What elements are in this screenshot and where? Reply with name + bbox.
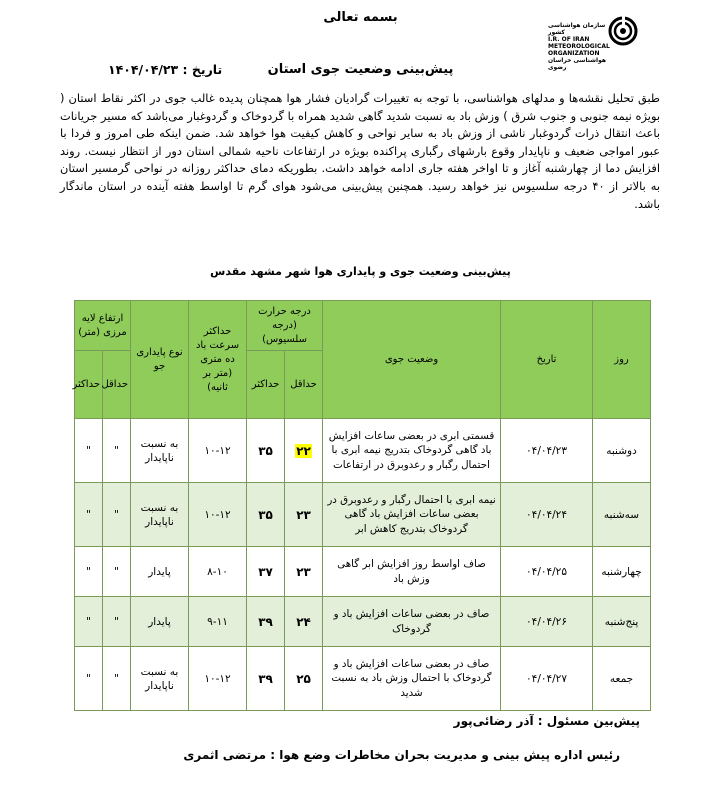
table-row [75, 597, 651, 647]
document-subtitle: پیش‌بینی وضعیت جوی استان [267, 62, 454, 77]
header-temp-min: حداقل [285, 351, 323, 419]
cell-bl-max: " [75, 597, 103, 647]
cell-wind: ۱۰-۱۲ [189, 419, 247, 483]
cell-bl-min: " [103, 597, 131, 647]
cell-temp-min: ۲۳ [285, 483, 323, 547]
cell-weather: صاف در بعضی ساعات افزایش باد و گردوخاک [323, 597, 501, 647]
header-wind: حداکثر سرعت باد ده متری (متر بر ثانیه) [189, 301, 247, 419]
cell-temp-max: ۳۹ [247, 647, 285, 711]
cell-bl-min: " [103, 647, 131, 711]
chief-name: رئیس اداره پیش بینی و مدیریت بحران مخاطرات وضع هوا : مرتضی اثمری [183, 748, 620, 762]
cell-day: چهارشنبه [593, 547, 651, 597]
header-day: روز [593, 301, 651, 419]
header-weather: وضعیت جوی [323, 301, 501, 419]
cell-date: ۰۴/۰۴/۲۶ [501, 597, 593, 647]
table-row [75, 483, 651, 547]
cell-bl-min: " [103, 547, 131, 597]
cell-wind: ۱۰-۱۲ [189, 483, 247, 547]
cell-bl-max: " [75, 419, 103, 483]
cell-temp-min: ۲۳ [285, 547, 323, 597]
cell-bl-max: " [75, 483, 103, 547]
cell-stability: به نسبت ناپایدار [131, 483, 189, 547]
forecast-paragraph: طبق تحلیل نقشه‌ها و مدلهای هواشناسی، با توجه به تغییرات گرادیان فشار هوا همچنان پدیده غالب جوی در اکثر نقاط استان ( بویژه نیمه جنوبی و جنوب شرق ) وزش باد به نسبت شدید گاهی شدید همراه با گردوخاک و گردوغبار می‌باشد که مسیر جریانات باعث انتقال ذرات گردوغبار ناشی از وزش باد به سایر نواحی و کاهش کیفیت هوا خواهد شد. ضمن اینکه طی امروز و فردا با عبور امواجی ضعیف و ناپایدار وقوع بارشهای رگباری پراکنده بویژه در ارتفاعات ناحیه شمالی استان دور از انتظار نیست. روند افزایش دما از چهارشنبه آغاز و تا اواخر هفته جاری ادامه خواهد داشت. بطوریکه دمای حداکثر روزانه در نواحی گرمسیر استان به بالاتر از ۴۰ درجه سلسیوس نیز خواهد رسید. همچنین پیش‌بینی می‌شود هوای گرم تا اواسط هفته آینده در استان ماندگار باشد. [60, 91, 660, 211]
cell-temp-max: ۳۹ [247, 597, 285, 647]
spiral-logo-icon [608, 16, 638, 46]
table-row [75, 547, 651, 597]
cell-wind: ۸-۱۰ [189, 547, 247, 597]
forecast-table [74, 300, 651, 711]
header-bl-min: حداقل [103, 351, 131, 419]
logo-text: سازمان هواشناسی کشور I.R. OF IRAN METEOROLOGICAL ORGANIZATION هواشناسی خراسان رضوی [548, 22, 610, 71]
highlighted-value: ۲۲ [296, 443, 311, 458]
cell-wind: ۹-۱۱ [189, 597, 247, 647]
cell-temp-max: ۳۵ [247, 419, 285, 483]
header-bl-max: حداکثر [75, 351, 103, 419]
cell-date: ۰۴/۰۴/۲۵ [501, 547, 593, 597]
header-date: تاریخ [501, 301, 593, 419]
document-date: تاریخ : ۱۴۰۴/۰۴/۲۳ [108, 62, 223, 77]
table-title: پیش‌بینی وضعیت جوی و پایداری هوا شهر مشهد مقدس [210, 265, 511, 278]
cell-weather: صاف در بعضی ساعات افزایش باد و گردوخاک با احتمال وزش باد به نسبت شدید [323, 647, 501, 711]
cell-bl-max: " [75, 647, 103, 711]
organization-logo [548, 14, 640, 71]
header-temp-max: حداکثر [247, 351, 285, 419]
cell-temp-min: ۲۴ [285, 597, 323, 647]
header-boundary-layer: ارتفاع لایه مرزی (متر) [75, 301, 131, 351]
cell-stability: پایدار [131, 597, 189, 647]
cell-bl-min: " [103, 483, 131, 547]
cell-wind: ۱۰-۱۲ [189, 647, 247, 711]
cell-date: ۰۴/۰۴/۲۳ [501, 419, 593, 483]
cell-weather: نیمه ابری با احتمال رگبار و رعدوبرق در بعضی ساعات افزایش باد گاهی گردوخاک بتدریج کاهش ابر [323, 483, 501, 547]
forecaster-name: پیش‌بین مسئول : آذر رضائی‌پور [453, 714, 640, 728]
cell-date: ۰۴/۰۴/۲۴ [501, 483, 593, 547]
header-stability: نوع پایداری جو [131, 301, 189, 419]
cell-day: جمعه [593, 647, 651, 711]
cell-stability: به نسبت ناپایدار [131, 647, 189, 711]
cell-weather: صاف اواسط روز افزایش ابر گاهی وزش باد [323, 547, 501, 597]
cell-bl-max: " [75, 547, 103, 597]
header-temperature: درجه حرارت (درجه سلسیوس) [247, 301, 323, 351]
cell-temp-min [285, 419, 323, 483]
table-row [75, 419, 651, 483]
cell-weather: قسمتی ابری در بعضی ساعات افزایش باد گاهی گردوخاک بتدریج نیمه ابری با احتمال رگبار و رعدوبرق در ارتفاعات [323, 419, 501, 483]
cell-stability: به نسبت ناپایدار [131, 419, 189, 483]
cell-stability: پایدار [131, 547, 189, 597]
cell-bl-min: " [103, 419, 131, 483]
bismillah-heading: بسمه تعالی [323, 10, 398, 25]
table-row [75, 647, 651, 711]
cell-day: دوشنبه [593, 419, 651, 483]
cell-day: سه‌شنبه [593, 483, 651, 547]
cell-temp-max: ۳۵ [247, 483, 285, 547]
cell-temp-max: ۳۷ [247, 547, 285, 597]
cell-date: ۰۴/۰۴/۲۷ [501, 647, 593, 711]
cell-temp-min: ۲۵ [285, 647, 323, 711]
cell-day: پنج‌شنبه [593, 597, 651, 647]
